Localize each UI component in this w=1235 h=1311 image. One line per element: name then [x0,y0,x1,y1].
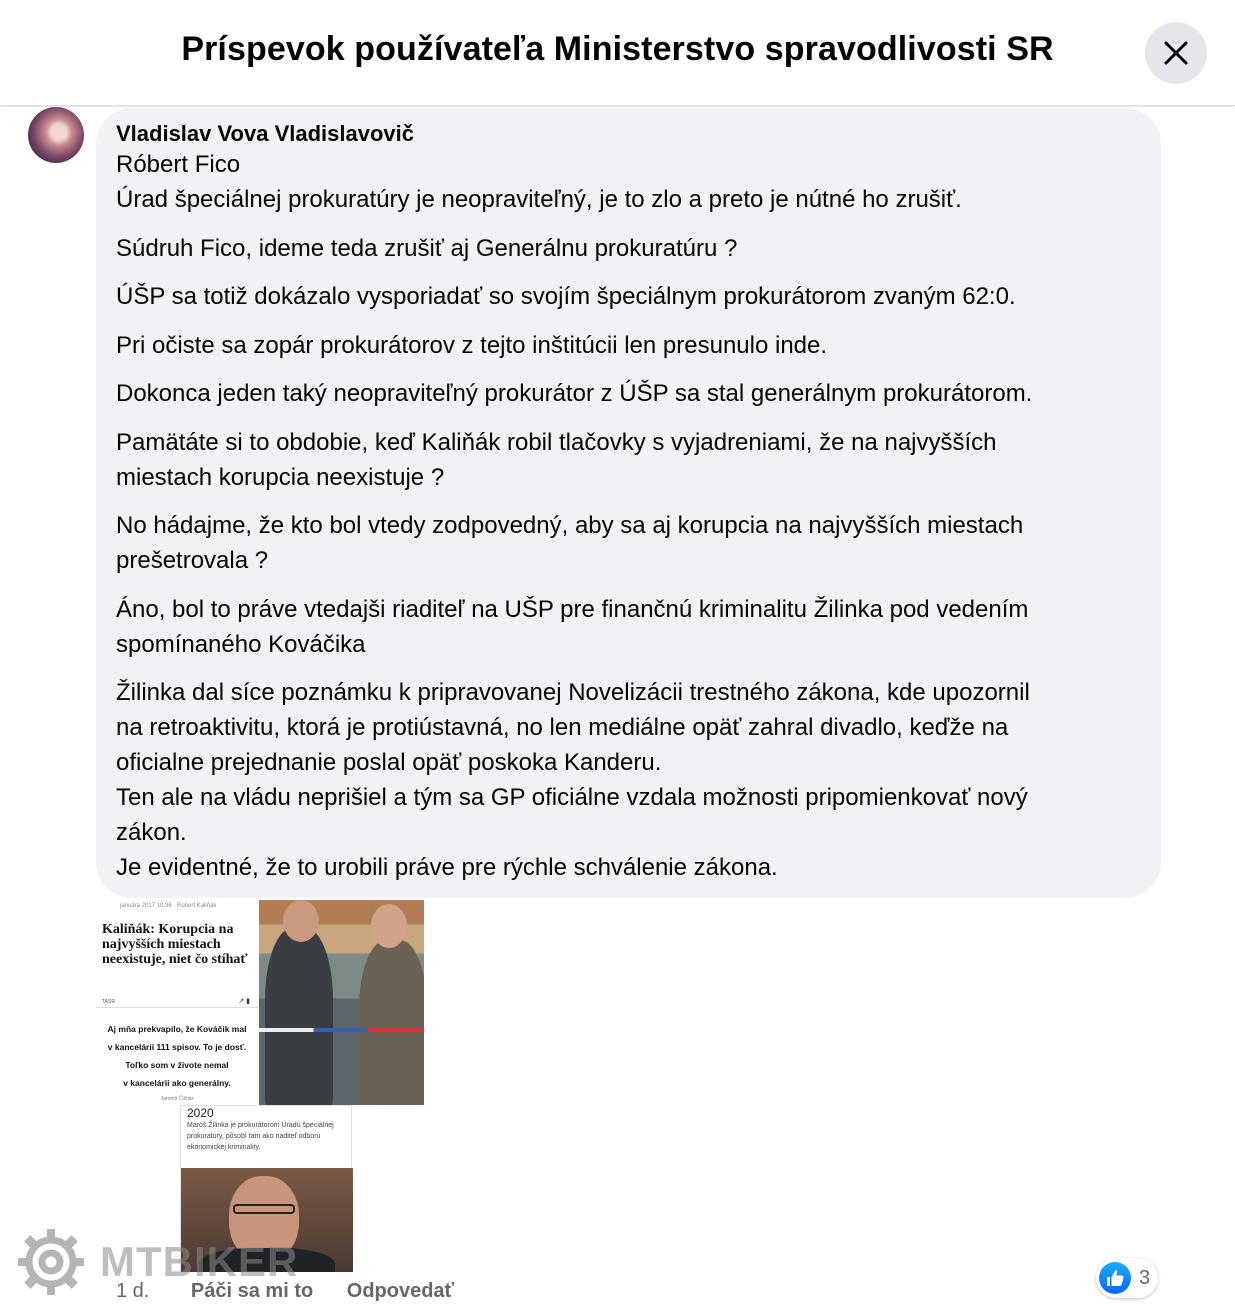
close-icon [1163,40,1189,66]
comment-line: oficialne prejednanie poslal opäť poskoka Kanderu. [116,749,662,776]
quote-text [98,1020,256,1092]
quote-author: Jaromír Čižnár [160,1096,194,1102]
comment-line: zákon. [116,819,187,846]
bio-year: 2020 [187,1106,214,1120]
watermark-text: MTBIKER [100,1238,299,1285]
person-head [371,904,407,948]
comment-line: Ten ale na vládu neprišiel a tým sa GP oficiálne vzdala možnosti pripomienkovať nový [116,784,1028,811]
page-title: Príspevok používateľa Ministerstvo spravodlivosti SR [181,30,1054,68]
reply-button[interactable]: Odpovedať [346,1280,455,1302]
avatar[interactable] [28,107,84,163]
reaction-summary[interactable] [1096,1258,1158,1298]
quote-line: Toľko som v živote nemal [125,1060,229,1070]
comment-line: ÚŠP sa totiž dokázalo vysporiadať so svojím špeciálnym prokurátorom zvaným 62:0. [116,283,1016,310]
article-headline: Kaliňák: Korupcia na najvyšších miestach neexistuje, niet čo stíhať [102,922,248,967]
comment-paragraph [116,425,1141,495]
comment-line: prešetrovala ? [116,547,269,574]
ribbon [259,1028,424,1032]
comment-paragraph [116,376,1141,411]
comment-line: Je evidentné, že to urobili práve pre rýchle schválenie zákona. [116,854,778,881]
like-button[interactable]: Páči sa mi to [190,1280,314,1302]
comment-line: spomínaného Kováčika [116,630,366,658]
comment-line: Úrad špeciálnej prokuratúry je neopraviteľný, je to zlo a preto je nútné ho zrušiť. [116,186,962,213]
comment-paragraph [116,328,1141,363]
comment-timestamp[interactable]: 1 d. [116,1280,150,1302]
comment-line: Róbert Fico [116,151,241,178]
person-figure [265,928,333,1105]
comment-paragraph [116,147,1141,217]
gear-logo-icon [16,1227,86,1297]
comment-bubble [96,108,1161,898]
comment-line: Pri očiste sa zopár prokurátorov z tejto inštitúcii len presunulo inde. [116,331,828,359]
share-icon: ↗ ▮ [238,998,250,1005]
quote-line: Aj mňa prekvapilo, že Kováčik mal [107,1024,247,1034]
quote-line: v kancelárii 111 spisov. To je dosť. [107,1042,247,1052]
like-icon [1099,1262,1131,1294]
comment-paragraph [116,231,1141,266]
comment-paragraph [116,279,1141,314]
portrait-glasses [233,1204,295,1214]
article-clipping [96,900,258,1007]
ribbon-cutting-photo [259,900,424,1105]
comment-line: Súdruh Fico, ideme teda zrušiť aj Generálnu prokuratúru ? [116,234,738,262]
comment-line: Áno, bol to práve vtedajši riaditeľ na UŠP pre finančnú kriminalitu Žilinka pod vedením [116,595,1029,623]
person-head [283,900,319,942]
reaction-count: 3 [1139,1266,1151,1289]
comment-paragraph [116,508,1141,578]
comment-paragraph [116,675,1141,885]
comment-image[interactable] [96,900,424,1272]
comment-actions [116,1280,454,1303]
person-figure [359,940,424,1105]
comment-line: na retroaktivitu, ktorá je protiústavná, no len mediálne opäť zahral divadlo, keďže na [116,714,1009,741]
comment-line: No hádajme, že kto bol vtedy zodpovedný, aby sa aj korupcia na najvyšších miestach [116,512,1024,539]
comment-line: Dokonca jeden taký neopraviteľný prokurátor z ÚŠP sa stal generálnym prokurátorom. [116,380,1033,407]
bio-text: Maroš Žilinka je prokurátorom Úradu špeciálnej prokuratúry, pôsobí tam ako riaditeľ odboru ekonomickej kriminality. [187,1122,334,1151]
article-meta: januára 2017 10:36 · Robert Kaliňák [120,903,217,909]
quote-line: v kancelárii ako generálny. [123,1078,231,1088]
article-source: TASR [102,999,115,1005]
comment-line: Pamätáte si to obdobie, keď Kaliňák robil tlačovky s vyjadreniami, že na najvyšších [116,428,997,456]
comment-text [116,147,1141,885]
comment-author[interactable]: Vladislav Vova Vladislavovič [116,121,414,146]
comment-paragraph [116,592,1141,662]
quote-card [96,1007,258,1107]
post-header [0,0,1235,106]
comment-line: miestach korupcia neexistuje ? [116,463,445,491]
comment-line: Žilinka dal síce poznámku k pripravovanej Novelizácii trestného zákona, kde upozornil [116,679,1030,706]
close-button[interactable] [1145,22,1207,84]
